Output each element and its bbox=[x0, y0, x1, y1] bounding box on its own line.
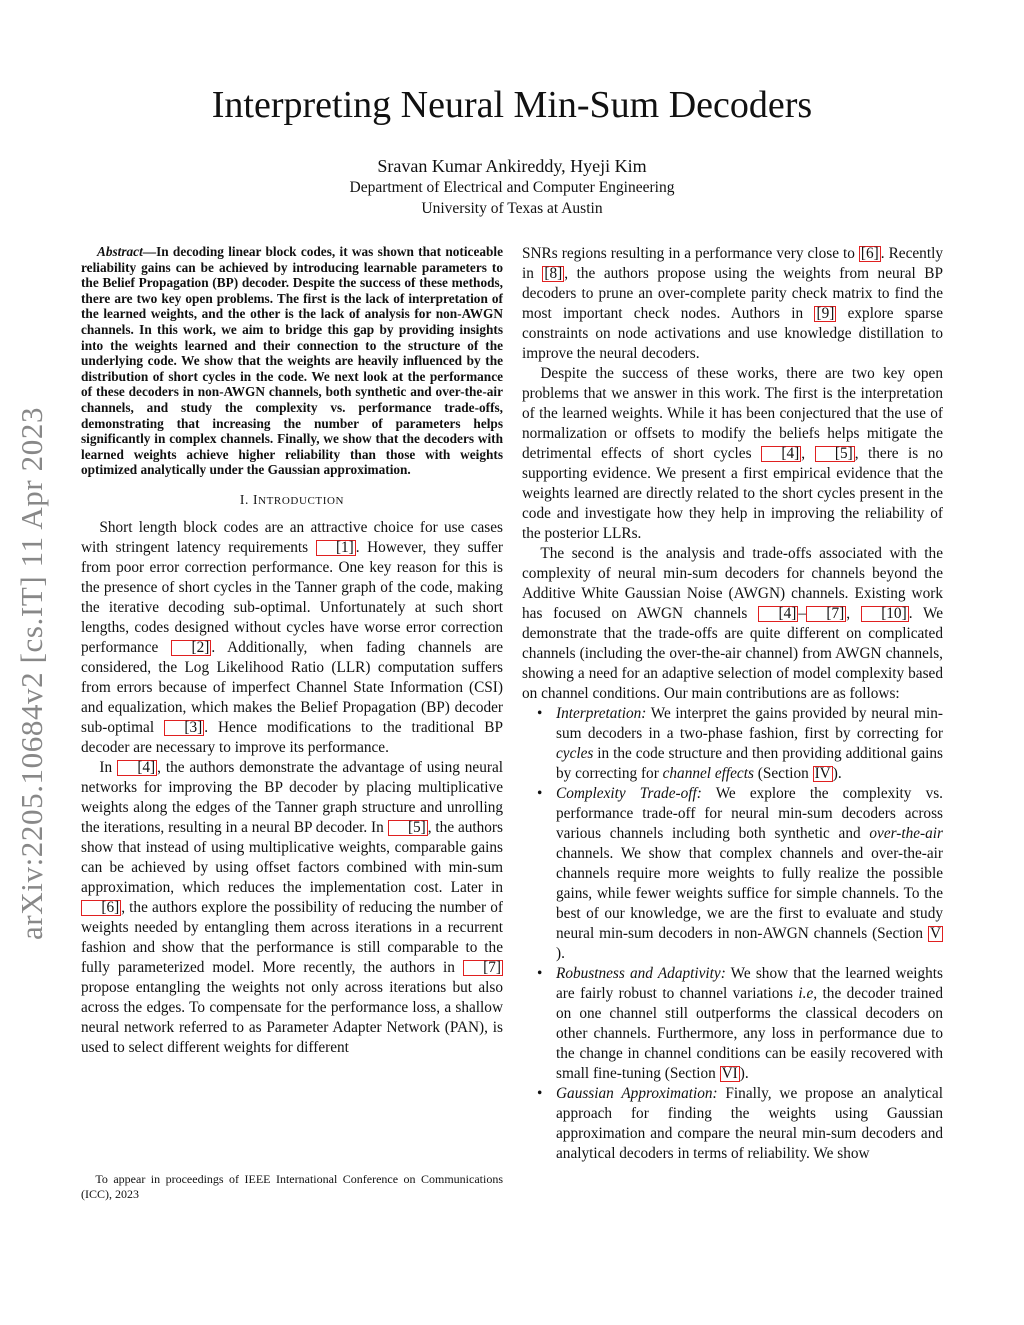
footnote: To appear in proceedings of IEEE International Conference on Communications (ICC), 2023 bbox=[81, 1172, 503, 1201]
citation-link[interactable]: [5] bbox=[388, 820, 428, 836]
section-link[interactable]: IV bbox=[814, 765, 831, 782]
intro-paragraph-5: The second is the analysis and trade-offs associated with the complexity of neural min-sum decoders for channels beyond the Additive White Gaussian Noise (AWGN) channels. Existing work has focused on AWGN channels [4] – [7] , [10] . We demonstrate that the trade-offs are quite different on complicated channels (including the over-the-air channel) from AWGN channels, showing a need for an adaptive selection of model complexity based on channel conditions. Our main contributions are as follows: bbox=[522, 545, 944, 702]
citation-link[interactable]: [4] bbox=[758, 606, 798, 622]
citation-link[interactable]: [4] bbox=[117, 760, 157, 776]
right-column bbox=[522, 244, 943, 1164]
contribution-robustness: • Robustness and Adaptivity: We show that the learned weights are fairly robust to channel variations i.e, the decoder trained on one channel still outperforms the classical decoders on other channels. Furthermore, any loss in performance due to the change in channel conditions can be easily recovered with small fine-tuning (Section VI ). bbox=[556, 964, 943, 1084]
citation-link[interactable]: [6] bbox=[860, 245, 879, 262]
citation-link[interactable]: [7] bbox=[463, 960, 503, 976]
contributions-list bbox=[522, 704, 943, 1164]
section-title-rest: NTRODUCTION bbox=[258, 494, 345, 507]
section-numeral: I. bbox=[239, 491, 249, 507]
abstract bbox=[81, 244, 503, 478]
abstract-lead: Abstract bbox=[96, 244, 143, 259]
affiliation-department: Department of Electrical and Computer Engineering bbox=[349, 179, 675, 196]
paper-title: Interpreting Neural Min-Sum Decoders bbox=[211, 84, 813, 126]
intro-paragraph-3: SNRs regions resulting in a performance very close to [6] . Recently in [8] , the authors propose using the weights from neural BP decoders to prune an over-complete parity check matrix to find the most important check nodes. Authors in [9] explore sparse constraints on node activations and use knowledge distillation to improve the neural decoders. bbox=[522, 245, 943, 362]
authors: Sravan Kumar Ankireddy, Hyeji Kim bbox=[377, 156, 647, 176]
left-column bbox=[81, 244, 503, 1058]
citation-link[interactable]: [3] bbox=[164, 720, 204, 736]
section-title-initial: I bbox=[252, 491, 259, 507]
arxiv-identifier: arXiv:2205.10684v2 [cs.IT] 11 Apr 2023 bbox=[14, 406, 49, 940]
citation-link[interactable]: [9] bbox=[816, 305, 835, 322]
intro-paragraph-1: Short length block codes are an attractive choice for use cases with stringent latency requirements [1] . However, they suffer from poor error correction performance. One key reason for this is the presence of short cycles in the Tanner graph of the code, making the iterative decoding sub-optimal. Unfortunately at such short lengths, codes designed without cycles have worse error correction performance [2] . Additionally, when fading channels are considered, the Log Likelihood Ratio (LLR) computation suffers from errors because of imperfect Channel State Information (CSI) and equalization, which makes the Belief Propagation (BP) decoder sub-optimal [3] . Hence modifications to the traditional BP decoder are necessary to improve its performance. bbox=[81, 518, 504, 756]
citation-link[interactable]: [7] bbox=[806, 606, 846, 622]
contribution-gaussian: • Gaussian Approximation: Finally, we propose an analytical approach for finding the weights using Gaussian approximation and compare the neural min-sum decoders and analytical decoders in terms of reliability. We show bbox=[556, 1084, 943, 1164]
citation-link[interactable]: [10] bbox=[861, 606, 909, 622]
abstract-text: —In decoding linear block codes, it was shown that noticeable reliability gains can be achieved by introducing learnable parameters to the Belief Propagation (BP) decoder. Despite the success of these methods, there are two key open problems. The first is the lack of interpretation of the learned weights, and the other is the lack of analysis for non-AWGN channels. In this work, we aim to bridge this gap by providing insights into the weights learned and their connection to the structure of the underlying code. We show that the weights are heavily influenced by the distribution of short cycles in the code. We next look at the performance of these decoders in non-AWGN channels, both synthetic and over-the-air channels, and study the complexity vs. performance trade-offs, demonstrating that increasing the number of parameters helps significantly in complex channels. Finally, we show that the decoders with learned weights achieve higher reliability than those with weights optimized analytically under the Gaussian approximation. bbox=[81, 244, 503, 478]
citation-link[interactable]: [1] bbox=[316, 540, 356, 556]
contribution-complexity: • Complexity Trade-off: We explore the complexity vs. performance trade-off for neural min-sum decoders across various channels including both synthetic and over-the-air channels. We show that complex channels and over-the-air channels require more weights to fully realize the possible gains, while fewer weights suffice for simple channels. To the best of our knowledge, we are the first to evaluate and study neural min-sum decoders in non-AWGN channels (Section V). bbox=[556, 784, 943, 964]
citation-link[interactable]: [2] bbox=[171, 640, 211, 656]
section-heading-introduction bbox=[81, 492, 503, 508]
citation-link[interactable]: [5] bbox=[815, 446, 855, 462]
citation-link[interactable]: [8] bbox=[544, 265, 563, 282]
intro-paragraph-4: Despite the success of these works, there are two key open problems that we answer in this work. The first is the interpretation of the learned weights. While it has been conjectured that the use of normalization or offsets to modify the beliefs helps mitigate the detrimental effects of short cycles [4] , [5] , there is no supporting evidence. We present a first empirical evidence that the weights learned are directly related to the short cycles present in the code and investigate how they help in improving the reliability of the posterior LLRs. bbox=[522, 365, 943, 542]
contribution-interpretation: • Interpretation: We interpret the gains provided by neural min-sum decoders in a two-phase fashion, first by correcting for cycles in the code structure and then providing additional gains by correcting for channel effects (Section IV ). bbox=[556, 704, 943, 784]
intro-paragraph-2: In [4] , the authors demonstrate the advantage of using neural networks for improving the BP decoder by placing multiplicative weights along the edges of the Tanner graph structure and unrolling the iterations, resulting in a neural BP decoder. In [5] , the authors show that instead of using multiplicative weights, comparable gains can be achieved by using offset factors combined with min-sum approximation, which reduces the implementation cost. Later in [6] , the authors explore the possibility of reducing the number of weights needed by entangling them across iterations in a recurrent fashion and show that the performance is still comparable to the fully parameterized model. More recently, the authors in [7] propose entangling the weights not only across iterations but also across the edges. To compensate for the performance loss, a shallow neural network referred to as Parameter Adapter Network (PAN), is used to select different weights for different bbox=[81, 758, 503, 1056]
section-link[interactable]: V bbox=[929, 925, 941, 942]
section-link[interactable]: VI bbox=[721, 1065, 738, 1082]
citation-link[interactable]: [6] bbox=[81, 900, 121, 916]
citation-link[interactable]: [4] bbox=[761, 446, 801, 462]
affiliation-university: University of Texas at Austin bbox=[421, 200, 603, 217]
